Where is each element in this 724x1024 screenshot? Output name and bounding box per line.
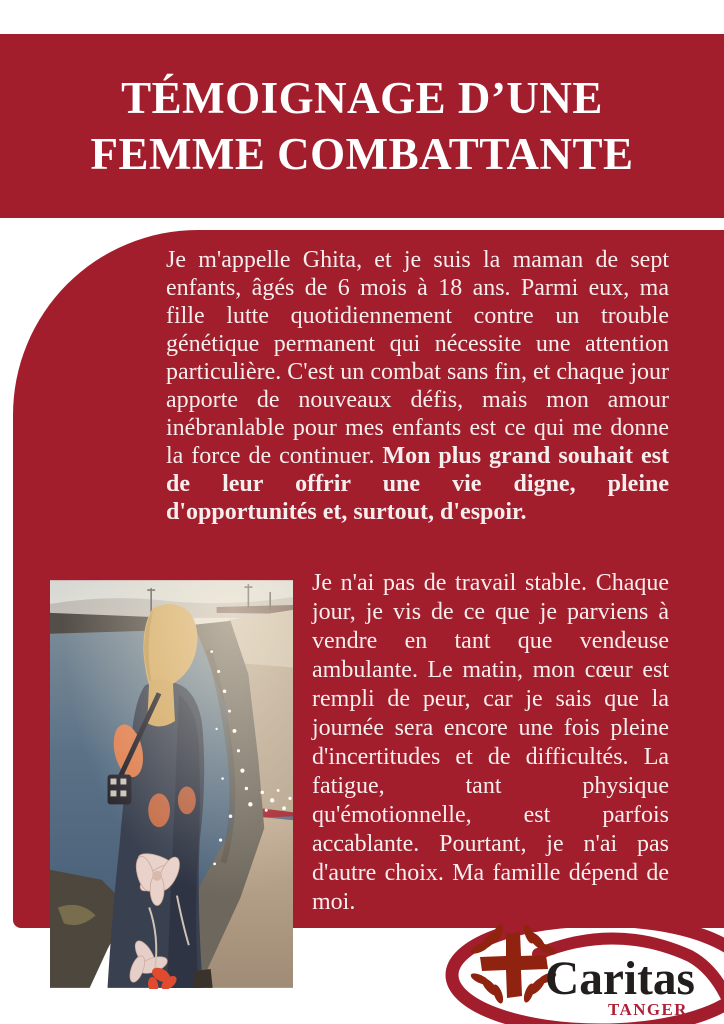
story-paragraph-intro-text: Je m'appelle Ghita, et je suis la maman de sept enfants, âgés de 6 mois à 18 ans. Parmi eux, ma fille lutte quotidiennement contre un trouble génétique permanent qui nécessite une attention particulière. C'est un combat sans fin, et chaque jour apporte de nouveaux défis, mais mon amour inébranlable pour mes enfants est ce qui me donne la force de continuer. — [166, 247, 669, 469]
story-paragraph-intro-bold: Mon plus grand souhait est de leur offrir une vie digne, pleine d'opportunités et, surtout, d'espoir. — [166, 443, 669, 525]
caritas-logo-graphic — [410, 920, 724, 1024]
woman-by-sea-photo — [50, 579, 293, 989]
caritas-logo — [410, 920, 724, 1024]
testimonial-photo — [50, 579, 293, 989]
story-paragraph-work: Je n'ai pas de travail stable. Chaque jour, je vis de ce que je parviens à vendre en tant que vendeuse ambulante. Le matin, mon cœur est rempli de peur, car je sais que la journée sera encore une fois pleine d'incertitudes et de difficultés. La fatigue, tant physique qu'émotionnelle, est parfois accablante. Pourtant, je n'ai pas d'autre choix. Ma famille dépend de moi. — [312, 570, 669, 915]
page-title — [90, 70, 633, 182]
caritas-region-label: TANGER — [608, 1000, 688, 1019]
story-paragraph-intro — [166, 246, 669, 526]
header-band — [0, 34, 724, 218]
sun-haze — [50, 580, 293, 988]
page-title-line1: TÉMOIGNAGE D’UNE — [121, 73, 603, 123]
page-title-line2: FEMME COMBATTANTE — [90, 129, 634, 179]
caritas-wordmark: Caritas — [545, 952, 695, 1005]
